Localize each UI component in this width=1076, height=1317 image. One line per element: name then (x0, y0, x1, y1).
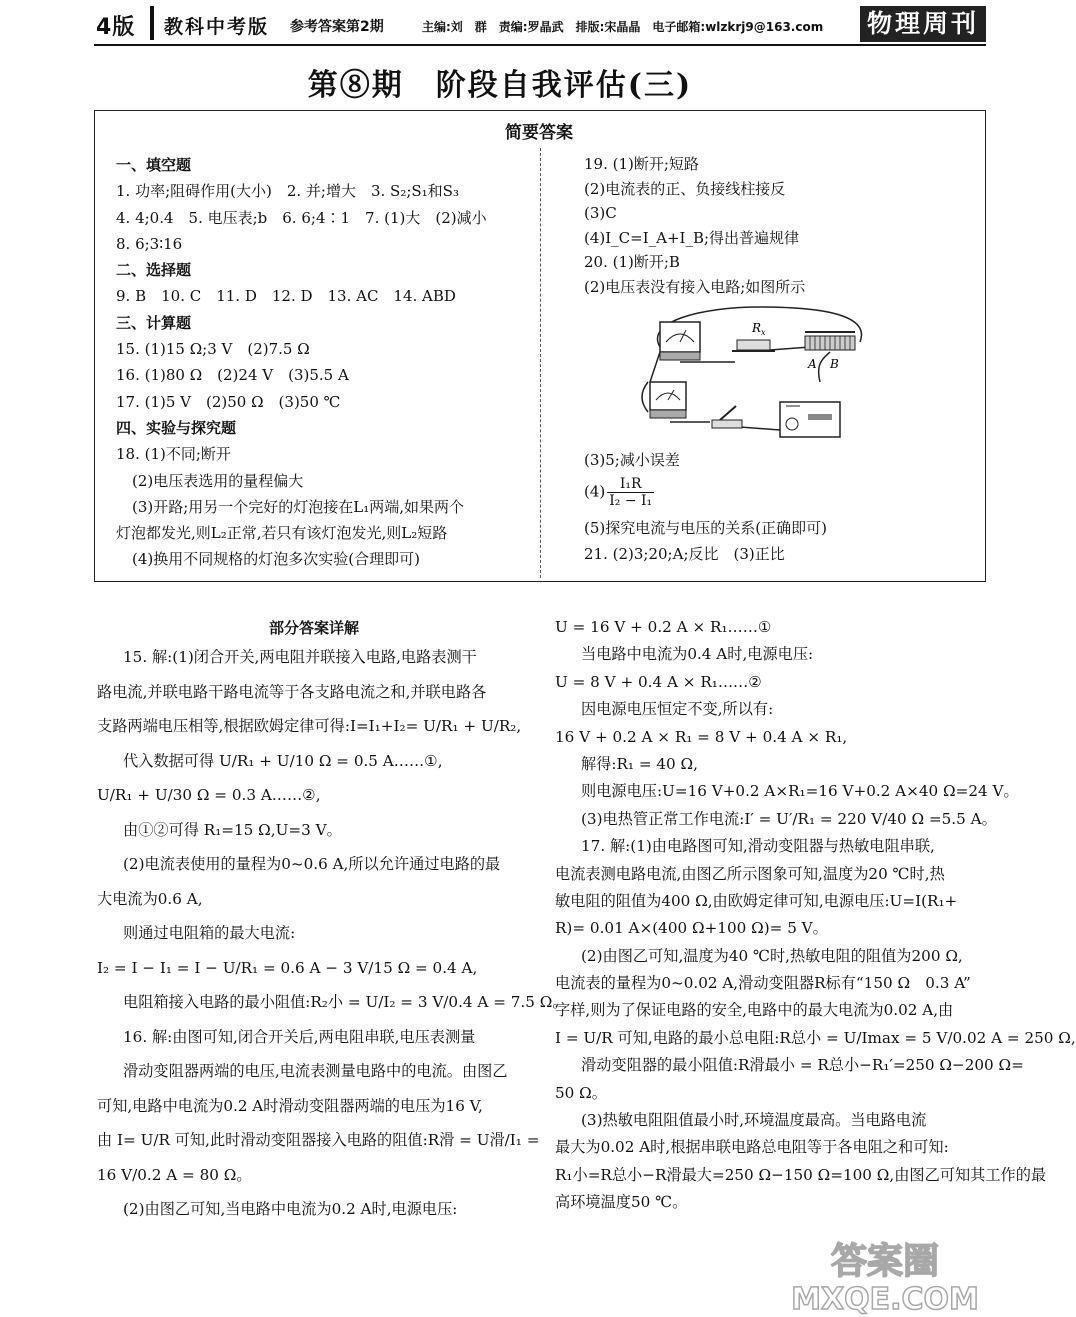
answer-20-3: (3)5;减小误差 (584, 451, 680, 469)
detail-left-line-16: (2)由图乙可知,当电路中电流为0.2 A时,电源电压: (123, 1200, 458, 1218)
detail-left-line-7: 大电流为0.6 A, (97, 889, 203, 908)
answer-line-9: 17. (1)5 V (2)50 Ω (3)50 ℃ (116, 392, 341, 411)
answer-line-7: 15. (1)15 Ω;3 V (2)7.5 Ω (116, 340, 310, 359)
terminal-a-label: A (808, 357, 817, 371)
issue-label: 参考答案第2期 (290, 19, 384, 35)
answer-line-0: 一、填空题 (116, 156, 192, 174)
detail-right-line-14: 字样,则为了保证电路的安全,电路中的最大电流为0.02 A,由 (555, 1001, 954, 1020)
detail-right-line-5: 解得:R₁ = 40 Ω, (581, 754, 698, 773)
brand-badge: 物理周刊 (860, 6, 986, 42)
answer-line-15: (4)换用不同规格的灯泡多次实验(合理即可) (132, 550, 420, 569)
answer-right-line-5: (2)电压表没有接入电路;如图所示 (584, 277, 806, 296)
detail-right-line-4: 16 V + 0.2 A × R₁ = 8 V + 0.4 A × R₁, (555, 727, 848, 746)
detail-left-line-11: 16. 解:由图可知,闭合开关后,两电阻串联,电压表测量 (123, 1027, 476, 1046)
fraction-denominator: I₂ − I₁ (609, 493, 653, 509)
answer-20-4-label: (4) (584, 482, 606, 501)
circuit-diagram (640, 302, 870, 442)
page-version: 4版 (96, 15, 136, 40)
detail-right-line-15: I = U/R 可知,电路的最小总电阻:R总小 = U/Imax = 5 V/0.02 A = 250 Ω, (555, 1028, 1076, 1047)
answers-right-bottom (584, 450, 974, 570)
page-title: 第⑧期 阶段自我评估(三) (307, 68, 693, 103)
answer-right-line-2: (3)C (584, 204, 617, 223)
answers-right-column (584, 152, 974, 300)
detail-right-line-8: 17. 解:(1)由电路图可知,滑动变阻器与热敏电阻串联, (581, 837, 935, 856)
detail-right-line-2: U = 8 V + 0.4 A × R₁……② (555, 672, 762, 691)
answer-line-14: 灯泡都发光,则L₂正常,若只有该灯泡发光,则L₂短路 (116, 524, 448, 543)
header-rule (94, 44, 986, 46)
detail-left-line-12: 滑动变阻器两端的电压,电流表测量电路中的电流。由图乙 (123, 1062, 508, 1080)
answer-line-10: 四、实验与探究题 (116, 418, 237, 437)
detail-left-line-5: 由①②可得 R₁=15 Ω,U=3 V。 (123, 820, 342, 839)
answers-left-column (116, 152, 536, 573)
detail-right-line-7: (3)电热管正常工作电流:I′ = U′/R₁ = 220 V/40 Ω =5.5 A。 (581, 809, 997, 828)
detail-right-line-6: 则电源电压:U=16 V+0.2 A×R₁=16 V+0.2 A×40 Ω=24 V。 (581, 782, 1019, 801)
details-left-column (97, 640, 568, 1227)
detail-left-line-13: 可知,电路中电流为0.2 A时滑动变阻器两端的电压为16 V, (97, 1096, 483, 1115)
detail-right-line-10: 敏电阻的阻值为400 Ω,由欧姆定律可知,电源电压:U=I(R₁+ (555, 891, 958, 910)
detail-left-line-9: I₂ = I − I₁ = I − U/R₁ = 0.6 A − 3 V/15 Ω = 0.4 A, (97, 958, 478, 977)
watermark-top: 答案圈 (830, 1241, 940, 1282)
answer-line-3: 8. 6;3∶16 (116, 234, 183, 253)
answer-line-4: 二、选择题 (116, 261, 192, 280)
detail-right-line-13: 电流表的量程为0~0.02 A,滑动变阻器R标有“150 Ω 0.3 A” (555, 974, 971, 993)
answer-20-4 (584, 476, 974, 518)
edition-label: 教科中考版 (164, 16, 270, 38)
detail-left-line-3: 代入数据可得 U/R₁ + U/10 Ω = 0.5 A……①, (123, 751, 443, 770)
detail-left-line-4: U/R₁ + U/30 Ω = 0.3 A……②, (97, 786, 321, 804)
answer-line-6: 三、计算题 (116, 313, 192, 332)
detail-right-line-19: 最大为0.02 A时,根据串联电路总电阻等于各电阻之和可知: (555, 1138, 949, 1157)
detail-left-line-8: 则通过电阻箱的最大电流: (123, 924, 296, 942)
answer-right-line-1: (2)电流表的正、负接线柱接反 (584, 179, 786, 198)
watermark-logo (780, 1235, 990, 1315)
detail-right-line-0: U = 16 V + 0.2 A × R₁……① (555, 618, 772, 636)
answer-line-8: 16. (1)80 Ω (2)24 V (3)5.5 A (116, 366, 349, 385)
answer-line-13: (3)开路;用另一个完好的灯泡接在L₁两端,如果两个 (132, 497, 465, 516)
detail-left-line-15: 16 V/0.2 A = 80 Ω。 (97, 1165, 252, 1184)
details-right-column (555, 614, 1076, 1217)
detail-right-line-18: (3)热敏电阻阻值最小时,环境温度最高。当电路电流 (581, 1111, 927, 1130)
answer-line-12: (2)电压表选用的量程偏大 (132, 471, 304, 490)
detail-left-line-14: 由 I= U/R 可知,此时滑动变阻器接入电路的阻值:R滑 = U滑/I₁ = (97, 1131, 540, 1149)
detail-right-line-21: 高环境温度50 ℃。 (555, 1193, 688, 1212)
answer-21: 21. (2)3;20;A;反比 (3)正比 (584, 545, 785, 563)
answer-line-2: 4. 4;0.4 5. 电压表;b 6. 6;4∶1 7. (1)大 (2)减小 (116, 208, 487, 227)
detail-right-line-3: 因电源电压恒定不变,所以有: (581, 700, 774, 719)
detail-right-line-12: (2)由图乙可知,温度为40 ℃时,热敏电阻的阻值为200 Ω, (581, 946, 963, 965)
answer-line-11: 18. (1)不同;断开 (116, 445, 231, 464)
fraction-numerator: I₁R (607, 476, 654, 493)
details-title: 部分答案详解 (268, 619, 359, 637)
brief-answers-title: 简要答案 (505, 123, 573, 143)
detail-right-line-16: 滑动变阻器的最小阻值:R滑最小 = R总小−R₁′=250 Ω−200 Ω= (581, 1056, 1024, 1075)
answer-line-1: 1. 功率;阻碍作用(大小) 2. 并;增大 3. S₂;S₁和S₃ (116, 182, 459, 201)
detail-right-line-20: R₁小=R总小−R滑最大=250 Ω−150 Ω=100 Ω,由图乙可知其工作的最 (555, 1165, 1047, 1184)
detail-right-line-11: R)= 0.01 A×(400 Ω+100 Ω)= 5 V。 (555, 919, 828, 938)
staff-credits: 主编:刘 群 责编:罗晶武 排版:宋晶晶 电子邮箱:wlzkrj9@163.com (422, 20, 824, 34)
answer-line-5: 9. B 10. C 11. D 12. D 13. AC 14. ABD (116, 287, 456, 306)
answer-20-4-fraction (607, 476, 654, 509)
answer-right-line-3: (4)I_C=I_A+I_B;得出普遍规律 (584, 228, 800, 247)
detail-left-line-10: 电阻箱接入电路的最小阻值:R₂小 = U/I₂ = 3 V/0.4 A = 7.5 Ω。 (123, 993, 568, 1011)
detail-right-line-9: 电流表测电路电流,由图乙所示图象可知,温度为20 ℃时,热 (555, 864, 945, 883)
column-divider (540, 148, 541, 578)
detail-right-line-17: 50 Ω。 (555, 1083, 607, 1102)
terminal-b-label: B (830, 357, 839, 371)
answer-right-line-4: 20. (1)断开;B (584, 253, 680, 272)
rx-label: $R_x$ (752, 321, 766, 337)
watermark-bottom: MXQE.COM (791, 1282, 979, 1317)
detail-left-line-1: 路电流,并联电路干路电流等于各支路电流之和,并联电路各 (97, 682, 487, 701)
header-divider (150, 6, 154, 40)
answer-right-line-0: 19. (1)断开;短路 (584, 155, 699, 173)
detail-left-line-2: 支路两端电压相等,根据欧姆定律可得:I=I₁+I₂= U/R₁ + U/R₂, (97, 717, 522, 735)
detail-right-line-1: 当电路中电流为0.4 A时,电源电压: (581, 645, 814, 664)
detail-left-line-6: (2)电流表使用的量程为0~0.6 A,所以允许通过电路的最 (123, 855, 501, 873)
detail-left-line-0: 15. 解:(1)闭合开关,两电阻并联接入电路,电路表测干 (123, 648, 477, 666)
answer-20-5: (5)探究电流与电压的关系(正确即可) (584, 519, 827, 537)
